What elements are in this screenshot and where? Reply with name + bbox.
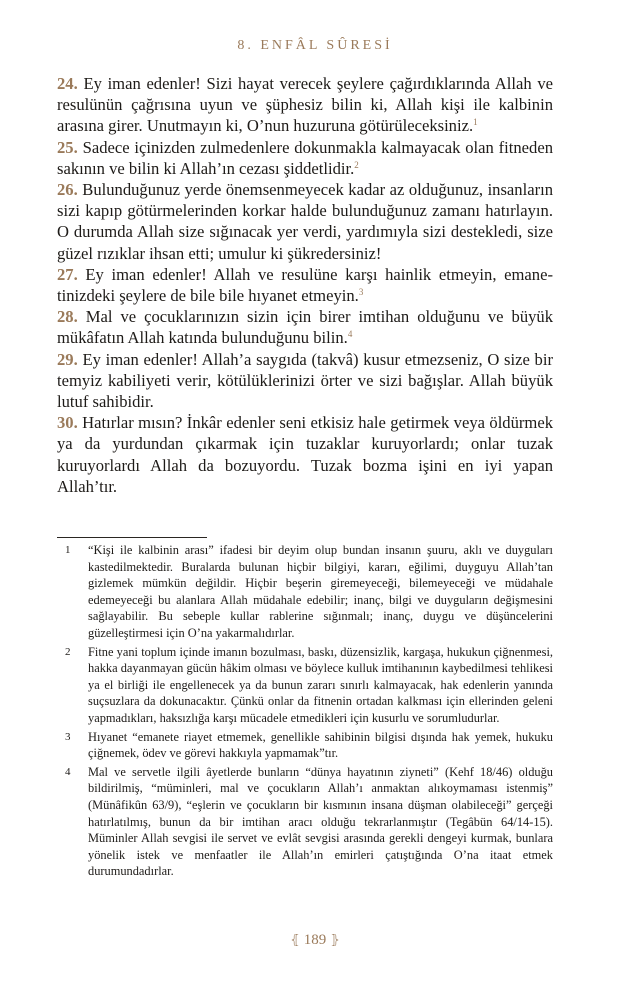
footnote-number: 3 <box>65 730 71 743</box>
page-folio <box>0 932 630 949</box>
verse-number: 30. <box>57 413 78 433</box>
verse-text: Hatırlar mısın? İnkâr edenler seni etkisiz hale getirmek veya öldürmek ya da yurdundan çıkarmak için tuzaklar kuruyorlardı; onlar tuzak kuruyorlardı Allah da bozuyordu. Tuzak bozma işini en iyi yapan Allah’tır. <box>57 413 553 496</box>
footnote-text: Fitne yani toplum içinde imanın bozulması, baskı, düzensizlik, kargaşa, hukukun çiğnenmesi, hakka dayanmayan gücün hâkim olması ve böylece kulluk imtihanının kaybedilmesi tehlikesi ya el birliği ile engellenecek ya da bunun zararı sınırlı kalmayacak, hak edenlerin yanında suçsuzlara da dokunacaktır. Çünkü onlar da fitnenin ortadan kalkması için ellerinden geleni yapmadıkları, haksızlığa karşı mücadele etmedikleri için kusurlu ve sorumludurlar. <box>88 644 553 725</box>
verse-text: Ey iman edenler! Allah ve resulüne karşı hainlik etmeyin, emanetinizdeki şeylere de bile bile hıyanet etmeyin. <box>57 264 553 306</box>
verse-number: 26. <box>57 180 78 200</box>
page-number: 189 <box>303 932 327 948</box>
footnote-number: 1 <box>65 544 71 556</box>
footnote-number: 2 <box>65 645 71 658</box>
verse-number: 24. <box>57 74 78 93</box>
footnote-number: 4 <box>65 765 71 778</box>
verse-30 <box>57 412 553 497</box>
running-head: 8. ENFÂL SÛRESİ <box>237 38 393 53</box>
verse-28 <box>57 306 553 348</box>
footnote-ref[interactable]: 2 <box>354 159 359 170</box>
footnote-divider <box>57 537 207 538</box>
verse-number: 28. <box>57 307 78 327</box>
verse-text: Bulunduğunuz yerde önemsenmeyecek kadar az olduğunuz, insanların sizi kapıp götürmelerinden korkar halde bulunduğunuz zamanı hatırlayın. O durumda Allah size sığınacak yer verdi, yardımıyla sizi destekledi, size güzel rızıklar ihsan etti; umulur ki şükredersiniz! <box>57 180 554 263</box>
footnote-4 <box>57 764 553 880</box>
verse-text: Ey iman edenler! Sizi hayat verecek şeylere çağırdıklarında Allah ve resulünün çağrısına uyun ve şüphesiz bilin ki, Allah kişi ile kalbinin arasına girer. Unutmayın ki, O’nun huzuruna götürüleceksiniz. <box>57 74 553 136</box>
footnotes <box>57 542 553 882</box>
verse-24 <box>57 73 553 137</box>
verse-27 <box>57 264 553 306</box>
verse-number: 29. <box>57 349 78 369</box>
verse-text: Mal ve çocuklarınızın sizin için birer imtihan olduğunu ve büyük mükâfatın Allah katında bulunduğunu bilin. <box>57 307 554 348</box>
footnote-text: Hıyanet “emanete riayet etmemek, genellikle sahibinin bilgisi dışında hak yemek, hukuku çiğnemek, ödev ve görevi hakkıyla yapmamak”tır. <box>88 729 553 761</box>
footnote-text: Mal ve servetle ilgili âyetlerde bunların “dünya hayatının ziyneti” (Kehf 18/46) olduğu bildirilmiş, “müminleri, mal ve çocukların Allah’ı anmaktan alıkoymaması istenmiş” (Münâfikûn 63/9), “eşlerin ve çocukların bir kısmının insana düşman olabileceği” gerçeği hatırlatılmış, bunun da bir imtihan aracı olduğu tekrarlanmıştır (Tegâbün 64/14-15). Müminler Allah sevgisi ile servet ve evlât sevgisi arasında gerekli dengeyi kurmak, bunlara yönelik istek ve menfaatler ile Allah’ın emirleri çatıştığında O’na itaat etmek durumundadırlar. <box>88 764 553 879</box>
footnote-1 <box>57 542 553 642</box>
footnote-2 <box>57 644 553 727</box>
footnote-ref[interactable]: 1 <box>473 117 478 128</box>
verse-text: Ey iman edenler! Allah’a saygıda (takvâ) kusur etmezseniz, O size bir temyiz kabiliyeti verir, kötülüklerinizi örter ve sizi bağışlar. Allah büyük lutuf sahibidir. <box>57 349 553 412</box>
verse-29 <box>57 349 553 413</box>
ornament-left-icon: ⦃ <box>290 932 300 947</box>
verse-number: 27. <box>57 264 78 284</box>
verse-text: Sadece içinizden zulmedenlere dokunmakla kalmayacak olan fitneden sakının ve bilin ki Allah’ın cezası şiddetlidir. <box>57 137 553 178</box>
verse-25 <box>57 137 553 179</box>
verse-number: 25. <box>57 137 78 157</box>
verse-block <box>57 73 553 497</box>
verse-26 <box>57 179 553 264</box>
ornament-right-icon: ⦄ <box>330 932 340 947</box>
footnote-text: “Kişi ile kalbinin arası” ifadesi bir deyim olup bundan insanın şuuru, aklı ve duyguları kastedilmektedir. Buralarda bulunan hiçbir bilgiyi, kararı, eğilimi, duyguyu Allah’tan gizlemek mümkün değildir. Hiçbir beşerin giremeyeceği, bilemeyeceği ve müdahale edemeyeceği bu alanlara Allah müdahale edebilir; inanç, bilgi ve duyguların değişmesini sağlayabilir. Bu sebeple kullar rablerine sığınmalı; inanç, duygu ve düşüncelerini güzelleştirmesi için O’na yakarmalıdırlar. <box>88 543 553 640</box>
footnote-3 <box>57 729 553 762</box>
footnote-ref[interactable]: 4 <box>347 329 353 340</box>
footnote-ref[interactable]: 3 <box>358 287 364 298</box>
